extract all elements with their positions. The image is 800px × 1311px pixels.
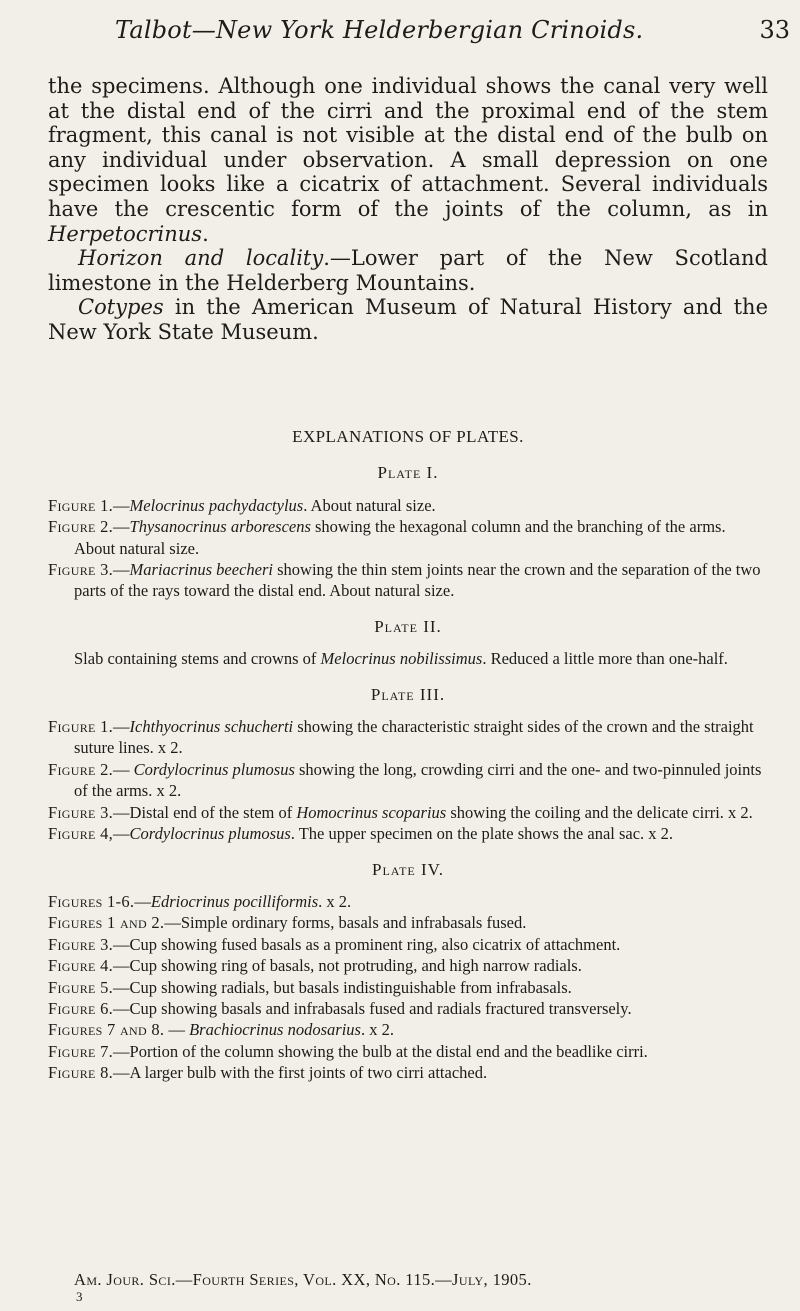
figure-label: Figure 3. — [48, 560, 114, 580]
entry-text: Cup showing fused basals as a prominent ring, also cicatrix of attachment. — [129, 934, 621, 954]
intro-end: . — [202, 221, 209, 246]
figure-entry — [48, 823, 768, 844]
plate-heading: Plate II. — [374, 616, 442, 636]
figure-label: Figure 3. — [48, 802, 114, 822]
entry-dash: — — [113, 1041, 130, 1061]
entry-dash: — — [134, 891, 151, 911]
taxon-name: Homocrinus scoparius — [296, 802, 447, 822]
figure-label: Figure 8. — [48, 1063, 114, 1083]
cotypes-text: in the American Museum of Natural History and the New York State Museum. — [48, 295, 768, 344]
entry-dash: — — [113, 1063, 130, 1083]
figure-entry — [48, 998, 768, 1019]
figure-entry — [48, 648, 768, 669]
figure-label: Figure 1. — [48, 717, 114, 737]
entry-dash: — — [113, 824, 130, 844]
entry-dash: — — [113, 956, 130, 976]
entry-dash: — — [113, 802, 130, 822]
entry-dash: — — [113, 977, 130, 997]
plate-explanations — [48, 426, 768, 1084]
entry-dash: — — [113, 717, 130, 737]
taxon-name: Melocrinus nobilissimus — [320, 649, 483, 669]
figure-entry — [48, 759, 768, 802]
figure-entry — [48, 495, 768, 516]
figure-label: Figure 3. — [48, 934, 114, 954]
figure-label: Figures 7 and 8. — [48, 1020, 165, 1040]
figure-entry — [48, 977, 768, 998]
intro-paragraph — [48, 74, 768, 246]
entry-dash: — — [113, 759, 134, 779]
entry-text: . About natural size. — [303, 495, 436, 515]
horizon-text: .—Lower part of the New Scotland limestone in the Helderberg Mountains. — [48, 246, 768, 295]
entry-text: . The upper specimen on the plate shows the anal sac. x 2. — [290, 824, 674, 844]
taxon-name: Thysanocrinus arborescens — [129, 517, 311, 537]
taxon-name: Melocrinus pachydactylus — [129, 495, 304, 515]
entry-text: . x 2. — [360, 1020, 394, 1040]
figure-entry — [48, 716, 768, 759]
entry-text: showing the long, crowding cirri and the one- and two-pinnuled joints of the arms. x 2. — [74, 759, 762, 801]
entry-dash: — — [164, 1020, 190, 1040]
figure-entry — [48, 1019, 768, 1040]
figure-entry — [48, 516, 768, 559]
taxon-name: Edriocrinus pocilliformis — [150, 891, 319, 911]
body-text — [48, 74, 768, 345]
figure-label: Figure 6. — [48, 998, 114, 1018]
entry-pre-text: Distal end of the stem of — [129, 802, 297, 822]
journal-citation: Am. Jour. Sci.—Fourth Series, Vol. XX, No. 115.—July, 1905. — [74, 1270, 532, 1289]
entry-text: showing the coiling and the delicate cirri. x 2. — [446, 802, 753, 822]
figure-entry — [48, 934, 768, 955]
entry-text: . Reduced a little more than one-half. — [482, 649, 728, 669]
entry-text: . x 2. — [318, 891, 352, 911]
figure-label: Figure 4, — [48, 824, 114, 844]
figure-label: Figure 4. — [48, 956, 114, 976]
running-title: Talbot—New York Helderbergian Crinoids. — [115, 16, 644, 44]
figure-label: Figures 1 and 2. — [48, 913, 165, 933]
figure-label: Figure 7. — [48, 1041, 114, 1061]
taxon-name: Cordylocrinus plumosus — [129, 824, 291, 844]
plate-heading: Plate IV. — [371, 859, 445, 879]
taxon-name: Brachiocrinus nodosarius — [189, 1020, 361, 1040]
taxon-name: Cordylocrinus plumosus — [133, 759, 295, 779]
entry-text: A larger bulb with the first joints of two cirri attached. — [129, 1063, 488, 1083]
figure-label: Figures 1-6. — [48, 891, 135, 911]
cotypes-paragraph — [48, 295, 768, 344]
entry-dash: — — [113, 495, 130, 515]
entry-text: Cup showing ring of basals, not protruding, and high narrow radials. — [129, 956, 582, 976]
plates-list — [48, 462, 768, 1083]
entry-dash: — — [113, 560, 130, 580]
figure-label: Figure 1. — [48, 495, 114, 515]
entry-text: Portion of the column showing the bulb at the distal end and the beadlike cirri. — [129, 1041, 648, 1061]
taxon-name: Mariacrinus beecheri — [129, 560, 273, 580]
figure-entry — [48, 955, 768, 976]
entry-text: showing the thin stem joints near the crown and the separation of the two parts of the rays toward the distal end. About natural size. — [74, 560, 761, 601]
entry-dash: — — [164, 913, 181, 933]
figure-label: Figure 2. — [48, 759, 114, 779]
taxon-name: Ichthyocrinus schucherti — [129, 717, 294, 737]
cotypes-label: Cotypes — [78, 295, 164, 320]
entry-dash: — — [113, 934, 130, 954]
intro-text: the specimens. Although one individual shows the canal very well at the distal end of the cirri and the proximal end of the stem fragment, this canal is not visible at the distal end of the bulb on any individual under observation. A small depression on one specimen looks like a cicatrix of attachment. Several individuals have the crescentic form of the joints of the column, as in — [48, 74, 768, 221]
plate-heading: Plate I. — [377, 463, 439, 483]
entry-text: Cup showing radials, but basals indistinguishable from infrabasals. — [129, 977, 572, 997]
horizon-label: Horizon and locality — [78, 246, 324, 271]
explanations-title: EXPLANATIONS OF PLATES. — [292, 427, 524, 446]
figure-entry — [48, 802, 768, 823]
figure-entry — [48, 1041, 768, 1062]
intro-genus: Herpetocrinus — [48, 221, 203, 246]
entry-pre-text: Slab containing stems and crowns of — [74, 649, 321, 669]
entry-dash: — — [113, 998, 130, 1018]
figure-label: Figure 5. — [48, 977, 114, 997]
figure-entry — [48, 912, 768, 933]
entry-text: Simple ordinary forms, basals and infrabasals fused. — [180, 913, 527, 933]
entry-text: showing the characteristic straight sides of the crown and the straight suture lines. x 2. — [74, 717, 754, 758]
page-number: 33 — [759, 16, 790, 44]
entry-dash: — — [113, 517, 130, 537]
figure-entry — [48, 891, 768, 912]
entry-text: Cup showing basals and infrabasals fused and radials fractured transversely. — [129, 998, 632, 1018]
page-footer — [74, 1271, 774, 1305]
figure-label: Figure 2. — [48, 517, 114, 537]
signature-mark: 3 — [76, 1289, 83, 1304]
figure-entry — [48, 1062, 768, 1083]
figure-entry — [48, 559, 768, 602]
horizon-paragraph — [48, 246, 768, 295]
plate-heading: Plate III. — [370, 684, 446, 704]
entry-text: showing the hexagonal column and the branching of the arms. About natural size. — [74, 517, 726, 558]
